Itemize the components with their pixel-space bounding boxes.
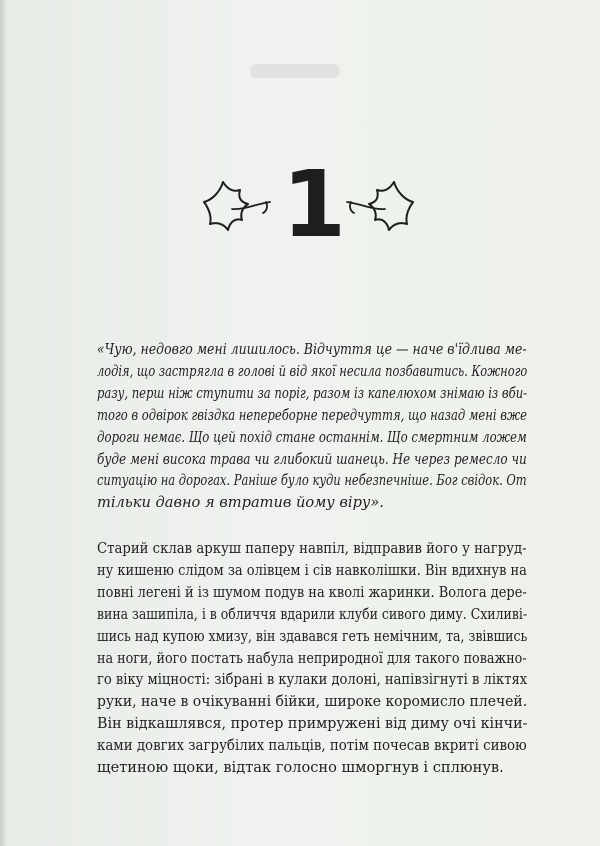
text-line: го віку міцності: зібрані в кулаки долоні, напівзігнуті в ліктях <box>97 671 528 689</box>
epigraph-line: буде мені висока трава чи глибокий шанець. Не через ремесло чи <box>97 450 527 468</box>
text-line: повні легені й із шумом подув на кволі жаринки. Волога дере- <box>97 583 527 601</box>
maple-leaf-ornament-left-icon <box>196 178 274 236</box>
epigraph-line: «Чую, недовго мені лишилось. Відчуття це — наче в'їдлива ме- <box>97 341 527 358</box>
epigraph-line: разу, перш ніж ступити за поріг, разом із капелюхом знімаю із вби- <box>97 384 528 402</box>
page-spine-edge <box>0 0 6 846</box>
text-line: ками довгих загрубілих пальців, потім почесав вкриті сивою <box>97 737 527 755</box>
maple-leaf-ornament-right-icon <box>343 178 421 236</box>
text-line: Старий склав аркуш паперу навпіл, відправив його у нагруд- <box>97 540 527 557</box>
text-line: шись над купою хмизу, він здавався геть немічним, та, звівшись <box>97 627 528 645</box>
epigraph-line: лодія, що застрягла в голові й від якої несила позбавитись. Кожного <box>97 362 528 380</box>
text-line: вина зашипіла, і в обличчя вдарили клуби сивого диму. Схиливі- <box>97 605 528 623</box>
epigraph-line: дороги немає. Що цей похід стане останнім. Що смертним ложем <box>97 428 527 446</box>
running-header-bleed <box>250 64 340 78</box>
epigraph-line: тільки давно я втратив йому віру». <box>97 494 384 512</box>
epigraph-line: ситуацію на дорогах. Раніше було куди небезпечніше. Бог свідок. От <box>97 472 527 490</box>
body-text <box>97 538 527 779</box>
text-line: на ноги, його постать набула неприродної для такого поважно- <box>97 649 527 667</box>
chapter-number: 1 <box>282 151 347 258</box>
paragraph-1 <box>97 538 527 713</box>
text-line: руки, наче в очікуванні бійки, широке коромисло плечей. <box>97 693 528 711</box>
text-line: Він відкашлявся, протер примружені від диму очі кінчи- <box>97 715 528 733</box>
epigraph <box>97 339 527 514</box>
paragraph-2 <box>97 713 527 779</box>
epigraph-line: того в одвірок гвіздка непереборне передчуття, що назад мені вже <box>97 406 527 424</box>
text-line: ну кишеню слідом за олівцем і сів навколішки. Він вдихнув на <box>97 561 527 579</box>
text-line: щетиною щоки, відтак голосно шморгнув і сплюнув. <box>97 759 504 777</box>
chapter-heading <box>0 151 600 258</box>
